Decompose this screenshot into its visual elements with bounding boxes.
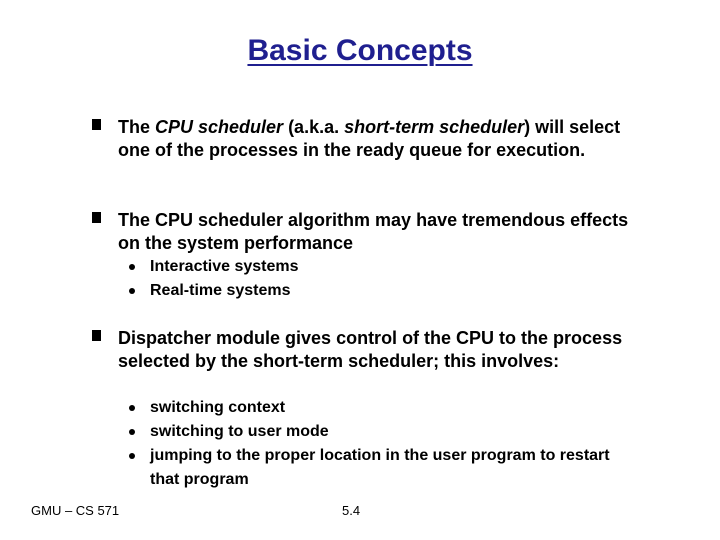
term-short-term-scheduler: short-term scheduler xyxy=(344,117,525,137)
square-bullet-icon xyxy=(92,119,101,130)
dot-bullet-icon xyxy=(129,453,135,459)
dot-bullet-icon xyxy=(129,405,135,411)
term-cpu-scheduler: CPU scheduler xyxy=(155,117,284,137)
bullet-text: Dispatcher module gives control of the CPU to the process selected by the short-term scheduler; this involves: xyxy=(118,328,623,371)
square-bullet-icon xyxy=(92,330,101,341)
dot-bullet-icon xyxy=(129,288,135,294)
dot-bullet-icon xyxy=(129,264,135,270)
page-number: 5.4 xyxy=(342,503,361,518)
square-bullet-icon xyxy=(92,212,101,223)
bullet-text: The CPU scheduler algorithm may have tremendous effects on the system performance xyxy=(118,210,629,253)
bullet-text: The CPU scheduler (a.k.a. short-term scheduler) will select one of the processes in the ready queue for execution. xyxy=(118,117,621,160)
slide-title: Basic Concepts xyxy=(247,34,473,67)
sub-item: Real-time systems xyxy=(127,279,627,303)
footer-course: GMU – CS 571 xyxy=(31,503,120,518)
sub-item: Interactive systems xyxy=(127,255,627,279)
sub-list-systems xyxy=(127,255,627,303)
sub-item: jumping to the proper location in the user program to restart that program xyxy=(127,444,627,492)
sub-list-dispatcher-steps xyxy=(127,396,627,492)
dot-bullet-icon xyxy=(129,429,135,435)
sub-item: switching to user mode xyxy=(127,420,627,444)
sub-item: switching context xyxy=(127,396,627,420)
